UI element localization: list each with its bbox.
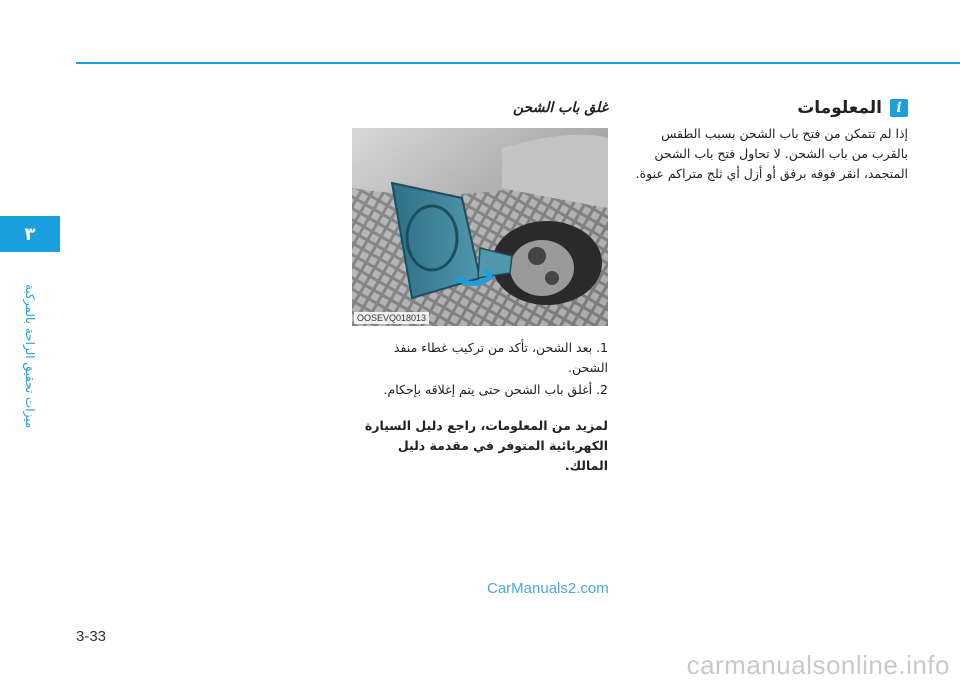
chapter-number: ٣ bbox=[24, 223, 36, 245]
info-body: إذا لم تتمكن من فتح باب الشحن بسبب الطقس بالقرب من باب الشحن. لا تحاول فتح باب الشحن المتجمد، انقر فوقه برفق أو أزل أي ثلج متراكم عنوة. bbox=[635, 126, 908, 181]
charge-door-illustration bbox=[352, 128, 608, 326]
top-rule bbox=[76, 62, 960, 64]
watermark-carmanuals2[interactable]: CarManuals2.com bbox=[487, 580, 609, 597]
section-close-charge-door bbox=[352, 96, 608, 476]
info-header bbox=[630, 96, 908, 120]
section-title: غلق باب الشحن bbox=[512, 100, 608, 116]
info-box bbox=[630, 96, 908, 184]
photo-code: OOSEVQ018013 bbox=[354, 312, 429, 324]
step-item: 1. بعد الشحن، تأكد من تركيب غطاء منفذ الشحن. bbox=[393, 340, 608, 375]
watermark-carmanualsonline[interactable]: carmanualsonline.info bbox=[686, 650, 950, 680]
steps-list bbox=[352, 338, 608, 400]
reference-note: لمزيد من المعلومات، راجع دليل السيارة الكهربائية المتوفر في مقدمة دليل المالك. bbox=[364, 418, 608, 473]
page-number: 3-33 bbox=[76, 628, 107, 645]
step-item: 2. أغلق باب الشحن حتى يتم إغلاقه بإحكام. bbox=[383, 382, 608, 397]
info-icon: i bbox=[890, 99, 908, 117]
chapter-tab[interactable] bbox=[0, 216, 60, 252]
charge-door-photo bbox=[352, 128, 608, 326]
chapter-label: ميزات تحقيق الراحة بالمركبة bbox=[23, 283, 37, 428]
info-title: المعلومات bbox=[797, 98, 882, 118]
